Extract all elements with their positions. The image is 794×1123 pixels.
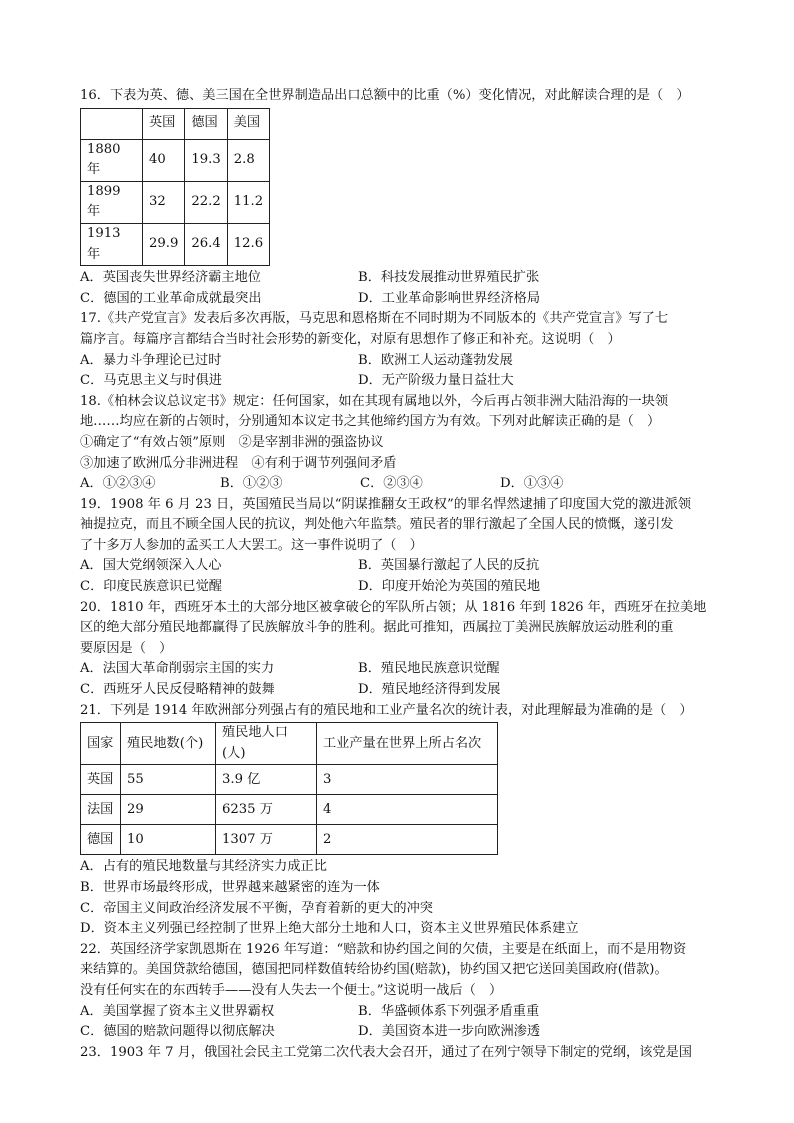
- q16-options-row: [80, 289, 720, 310]
- q18-option-a[interactable]: A．①②③④: [80, 476, 156, 492]
- table-row: [81, 223, 270, 265]
- q21-option-a[interactable]: A．占有的殖民地数量与其经济实力成正比: [80, 859, 327, 875]
- table-cell: 2: [317, 825, 498, 855]
- q21-option-c[interactable]: C．帝国主义间政治经济发展不平衡，孕育着新的更大的冲突: [80, 900, 433, 916]
- q19-option-a[interactable]: A．国大党纲领深入人心: [80, 558, 222, 574]
- table-cell: 22.2: [185, 181, 227, 223]
- q17-option-d[interactable]: D．无产阶级力量日益壮大: [358, 373, 514, 389]
- table-cell: 1307 万: [216, 825, 317, 855]
- q19-options-row: [80, 556, 720, 577]
- q21-option-b[interactable]: B．世界市场最终形成，世界越来越紧密的连为一体: [80, 880, 380, 895]
- q18-statements: ①确定了“有效占领”原则 ②是宰割非洲的强盗协议: [80, 434, 384, 450]
- q21-stem: 21．下列是 1914 年欧洲部分列强占有的殖民地和工业产量名次的统计表，对此理解最为准确的是（ ）: [80, 702, 693, 718]
- table-cell: 3.9 亿: [216, 765, 317, 795]
- table-cell: 29: [121, 795, 216, 825]
- q19-stem-line: 袖提拉克，而且不顾全国人民的抗议，判处他六年监禁。殖民者的罪行激起了全国人民的愤慨，遂引发: [80, 517, 674, 533]
- q22-stem-line: 没有任何实在的东西转手——没有人失去一个便士。”这说明一战后（ ）: [80, 982, 503, 998]
- q17-option-a[interactable]: A．暴力斗争理论已过时: [80, 352, 222, 368]
- table-cell: 德国: [185, 108, 227, 139]
- table-cell: 1880 年: [81, 139, 143, 181]
- q22-options-row: [80, 1002, 720, 1023]
- table-cell: 12.6: [227, 223, 269, 265]
- q22-option-a[interactable]: A．美国掌握了资本主义世界霸权: [80, 1003, 275, 1019]
- q20-option-c[interactable]: C．西班牙人民反侵略精神的鼓舞: [80, 682, 275, 698]
- table-cell: 11.2: [227, 181, 269, 223]
- q18-stem-line: 地……均应在新的占领时，分别通知本议定书之其他缔约国方为有效。下列对此解读正确的是（ ）: [80, 414, 661, 430]
- q19-stem-line: 了十多万人参加的孟买工人大罢工。这一事件说明了（ ）: [80, 537, 423, 553]
- q18-option-c[interactable]: C．②③④: [360, 476, 423, 492]
- q22-option-c[interactable]: C．德国的赔款问题得以彻底解决: [80, 1024, 275, 1040]
- q22-stem-line: 22．英国经济学家凯恩斯在 1926 年写道：“赔款和协约国之间的欠债，主要是在纸面上，而不是用物资: [80, 941, 687, 957]
- q16-option-b[interactable]: B．科技发展推动世界殖民扩张: [358, 270, 540, 286]
- table-cell: 10: [121, 825, 216, 855]
- table-header-row: [81, 723, 498, 765]
- table-cell: 法国: [81, 795, 121, 825]
- q17-option-c[interactable]: C．马克思主义与时俱进: [80, 373, 222, 389]
- q18-option-b[interactable]: B．①②③: [220, 476, 283, 492]
- q19-option-b[interactable]: B．英国暴行激起了人民的反抗: [358, 558, 540, 574]
- q16-stem: 16．下表为英、德、美三国在全世界制造品出口总额中的比重（%）变化情况，对此解读合理的是（ ）: [80, 88, 690, 103]
- q18-options-row: [80, 474, 720, 495]
- table-cell: 国家: [81, 723, 121, 765]
- q21-table: [80, 722, 498, 855]
- q16-option-c[interactable]: C．德国的工业革命成就最突出: [80, 290, 262, 306]
- q22-option-d[interactable]: D．美国资本进一步向欧洲渗透: [358, 1024, 541, 1040]
- table-cell: 6235 万: [216, 795, 317, 825]
- q23-stem-line: 23．1903 年 7 月，俄国社会民主工党第二次代表大会召开，通过了在列宁领导下制定的党纲，该党是国: [80, 1044, 692, 1060]
- q21-option-d[interactable]: D．资本主义列强已经控制了世界上绝大部分土地和人口，资本主义世界殖民体系建立: [80, 921, 579, 937]
- q16-options-row: [80, 268, 720, 289]
- table-cell: [81, 108, 143, 139]
- q17-option-b[interactable]: B．欧洲工人运动蓬勃发展: [358, 352, 513, 368]
- q22-option-b[interactable]: B．华盛顿体系下列强矛盾重重: [358, 1003, 540, 1019]
- q16-option-d[interactable]: D．工业革命影响世界经济格局: [358, 290, 541, 306]
- q19-options-row: [80, 577, 720, 598]
- table-cell: 19.3: [185, 139, 227, 181]
- exam-page: [80, 86, 720, 1063]
- q20-stem-line: 20．1810 年，西班牙本土的大部分地区被拿破仑的军队所占领；从 1816 年到 1826 年，西班牙在拉美地: [80, 599, 707, 615]
- q20-option-a[interactable]: A．法国大革命削弱宗主国的实力: [80, 661, 275, 677]
- q17-options-row: [80, 351, 720, 372]
- table-cell: 美国: [227, 108, 269, 139]
- table-row: [81, 795, 498, 825]
- q20-option-d[interactable]: D．殖民地经济得到发展: [358, 682, 501, 698]
- table-cell: 德国: [81, 825, 121, 855]
- q19-option-d[interactable]: D．印度开始沦为英国的殖民地: [358, 579, 541, 595]
- q19-stem-line: 19．1908 年 6 月 23 日，英国殖民当局以“阴谋推翻女王政权”的罪名悍然逮捕了印度国大党的激进派领: [80, 496, 692, 512]
- table-cell: 1913 年: [81, 223, 143, 265]
- table-row: [81, 765, 498, 795]
- q20-option-b[interactable]: B．殖民地民族意识觉醒: [358, 661, 500, 677]
- table-cell: 29.9: [143, 223, 185, 265]
- table-cell: 2.8: [227, 139, 269, 181]
- table-cell: 4: [317, 795, 498, 825]
- table-cell: 55: [121, 765, 216, 795]
- q20-stem-line: 区的绝大部分殖民地都赢得了民族解放斗争的胜利。据此可推知，西属拉丁美洲民族解放运动胜利的重: [80, 620, 674, 636]
- q22-stem-line: 来结算的。美国贷款给德国，德国把同样数值转给协约国(赔款)，协约国又把它送回美国政府(借款)。: [80, 962, 668, 978]
- table-cell: 英国: [143, 108, 185, 139]
- table-cell: 32: [143, 181, 185, 223]
- q22-options-row: [80, 1022, 720, 1043]
- table-row: [81, 825, 498, 855]
- table-cell: 工业产量在世界上所占名次: [317, 723, 498, 765]
- table-row: [81, 181, 270, 223]
- q16-table: [80, 108, 270, 267]
- q18-option-d[interactable]: D．①③④: [500, 476, 564, 492]
- table-cell: 殖民地数(个): [121, 723, 216, 765]
- q20-options-row: [80, 659, 720, 680]
- q16-option-a[interactable]: A．英国丧失世界经济霸主地位: [80, 270, 261, 286]
- table-cell: 殖民地人口(人): [216, 723, 317, 765]
- q18-statements: ③加速了欧洲瓜分非洲进程 ④有利于调节列强间矛盾: [80, 455, 397, 471]
- table-row: [81, 139, 270, 181]
- q20-options-row: [80, 680, 720, 701]
- table-cell: 26.4: [185, 223, 227, 265]
- table-cell: 英国: [81, 765, 121, 795]
- q17-options-row: [80, 371, 720, 392]
- table-header-row: [81, 108, 270, 139]
- table-cell: 1899 年: [81, 181, 143, 223]
- table-cell: 3: [317, 765, 498, 795]
- q19-option-c[interactable]: C．印度民族意识已觉醒: [80, 579, 222, 595]
- q17-stem-line: 17.《共产党宣言》发表后多次再版，马克思和恩格斯在不同时期为不同版本的《共产党宣言》写了七: [80, 311, 669, 327]
- table-cell: 40: [143, 139, 185, 181]
- q17-stem-line: 篇序言。每篇序言都结合当时社会形势的新变化，对原有思想作了修正和补充。这说明（ ）: [80, 331, 621, 347]
- q20-stem-line: 要原因是（ ）: [80, 640, 173, 656]
- q18-stem-line: 18.《柏林会议总议定书》规定：任何国家，如在其现有属地以外，今后再占领非洲大陆沿海的一块领: [80, 393, 669, 409]
